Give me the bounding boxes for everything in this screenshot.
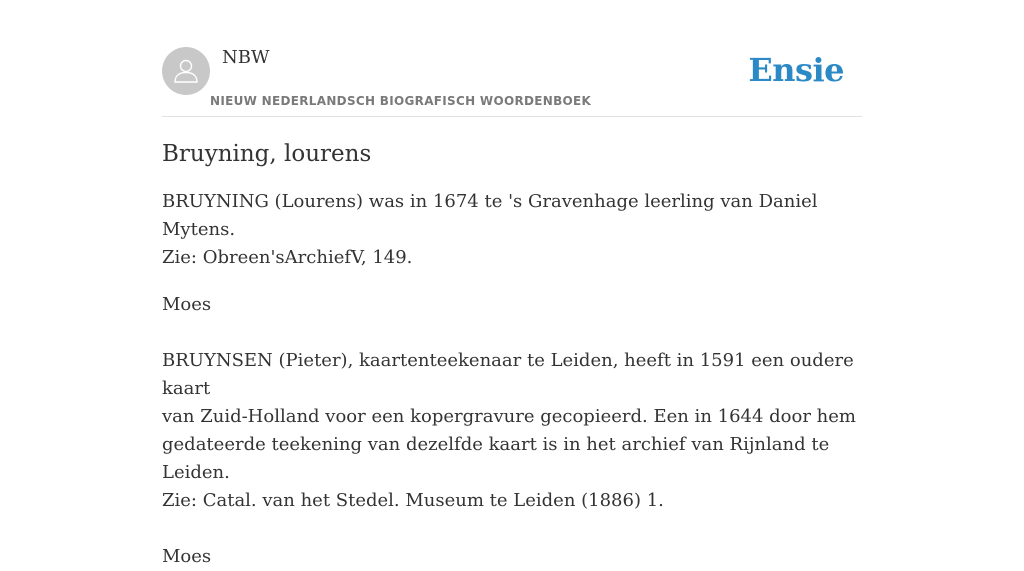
entry-author: Moes (162, 294, 212, 315)
entry-line: gedateerde teekening van dezelfde kaart is in het archief van Rijnland te Leiden. (162, 434, 830, 483)
entry-text (162, 347, 862, 515)
source-name[interactable]: NBW (222, 47, 270, 68)
source-subtitle: NIEUW NEDERLANDSCH BIOGRAFISCH WOORDENBOEK (210, 94, 592, 108)
user-icon (171, 56, 201, 86)
entry-line: van Zuid-Holland voor een kopergravure gecopieerd. Een in 1644 door hem (162, 406, 856, 427)
entry-line: BRUYNSEN (Pieter), kaartenteekenaar te Leiden, heeft in 1591 een oudere kaart (162, 350, 854, 399)
entry-line: Zie: Catal. van het Stedel. Museum te Leiden (1886) 1. (162, 490, 664, 511)
entry-line: BRUYNING (Lourens) was in 1674 te 's Gravenhage leerling van Daniel Mytens. (162, 191, 818, 240)
source-header (162, 40, 862, 117)
entry-2 (162, 347, 862, 571)
article-title: Bruyning, lourens (162, 141, 372, 167)
entry-line: Zie: Obreen'sArchiefV, 149. (162, 247, 413, 268)
entry-text (162, 188, 862, 272)
entry-1 (162, 188, 862, 319)
entry-author: Moes (162, 546, 212, 567)
article (162, 138, 862, 571)
ensie-logo[interactable]: Ensie (748, 51, 844, 89)
avatar[interactable] (162, 47, 210, 95)
